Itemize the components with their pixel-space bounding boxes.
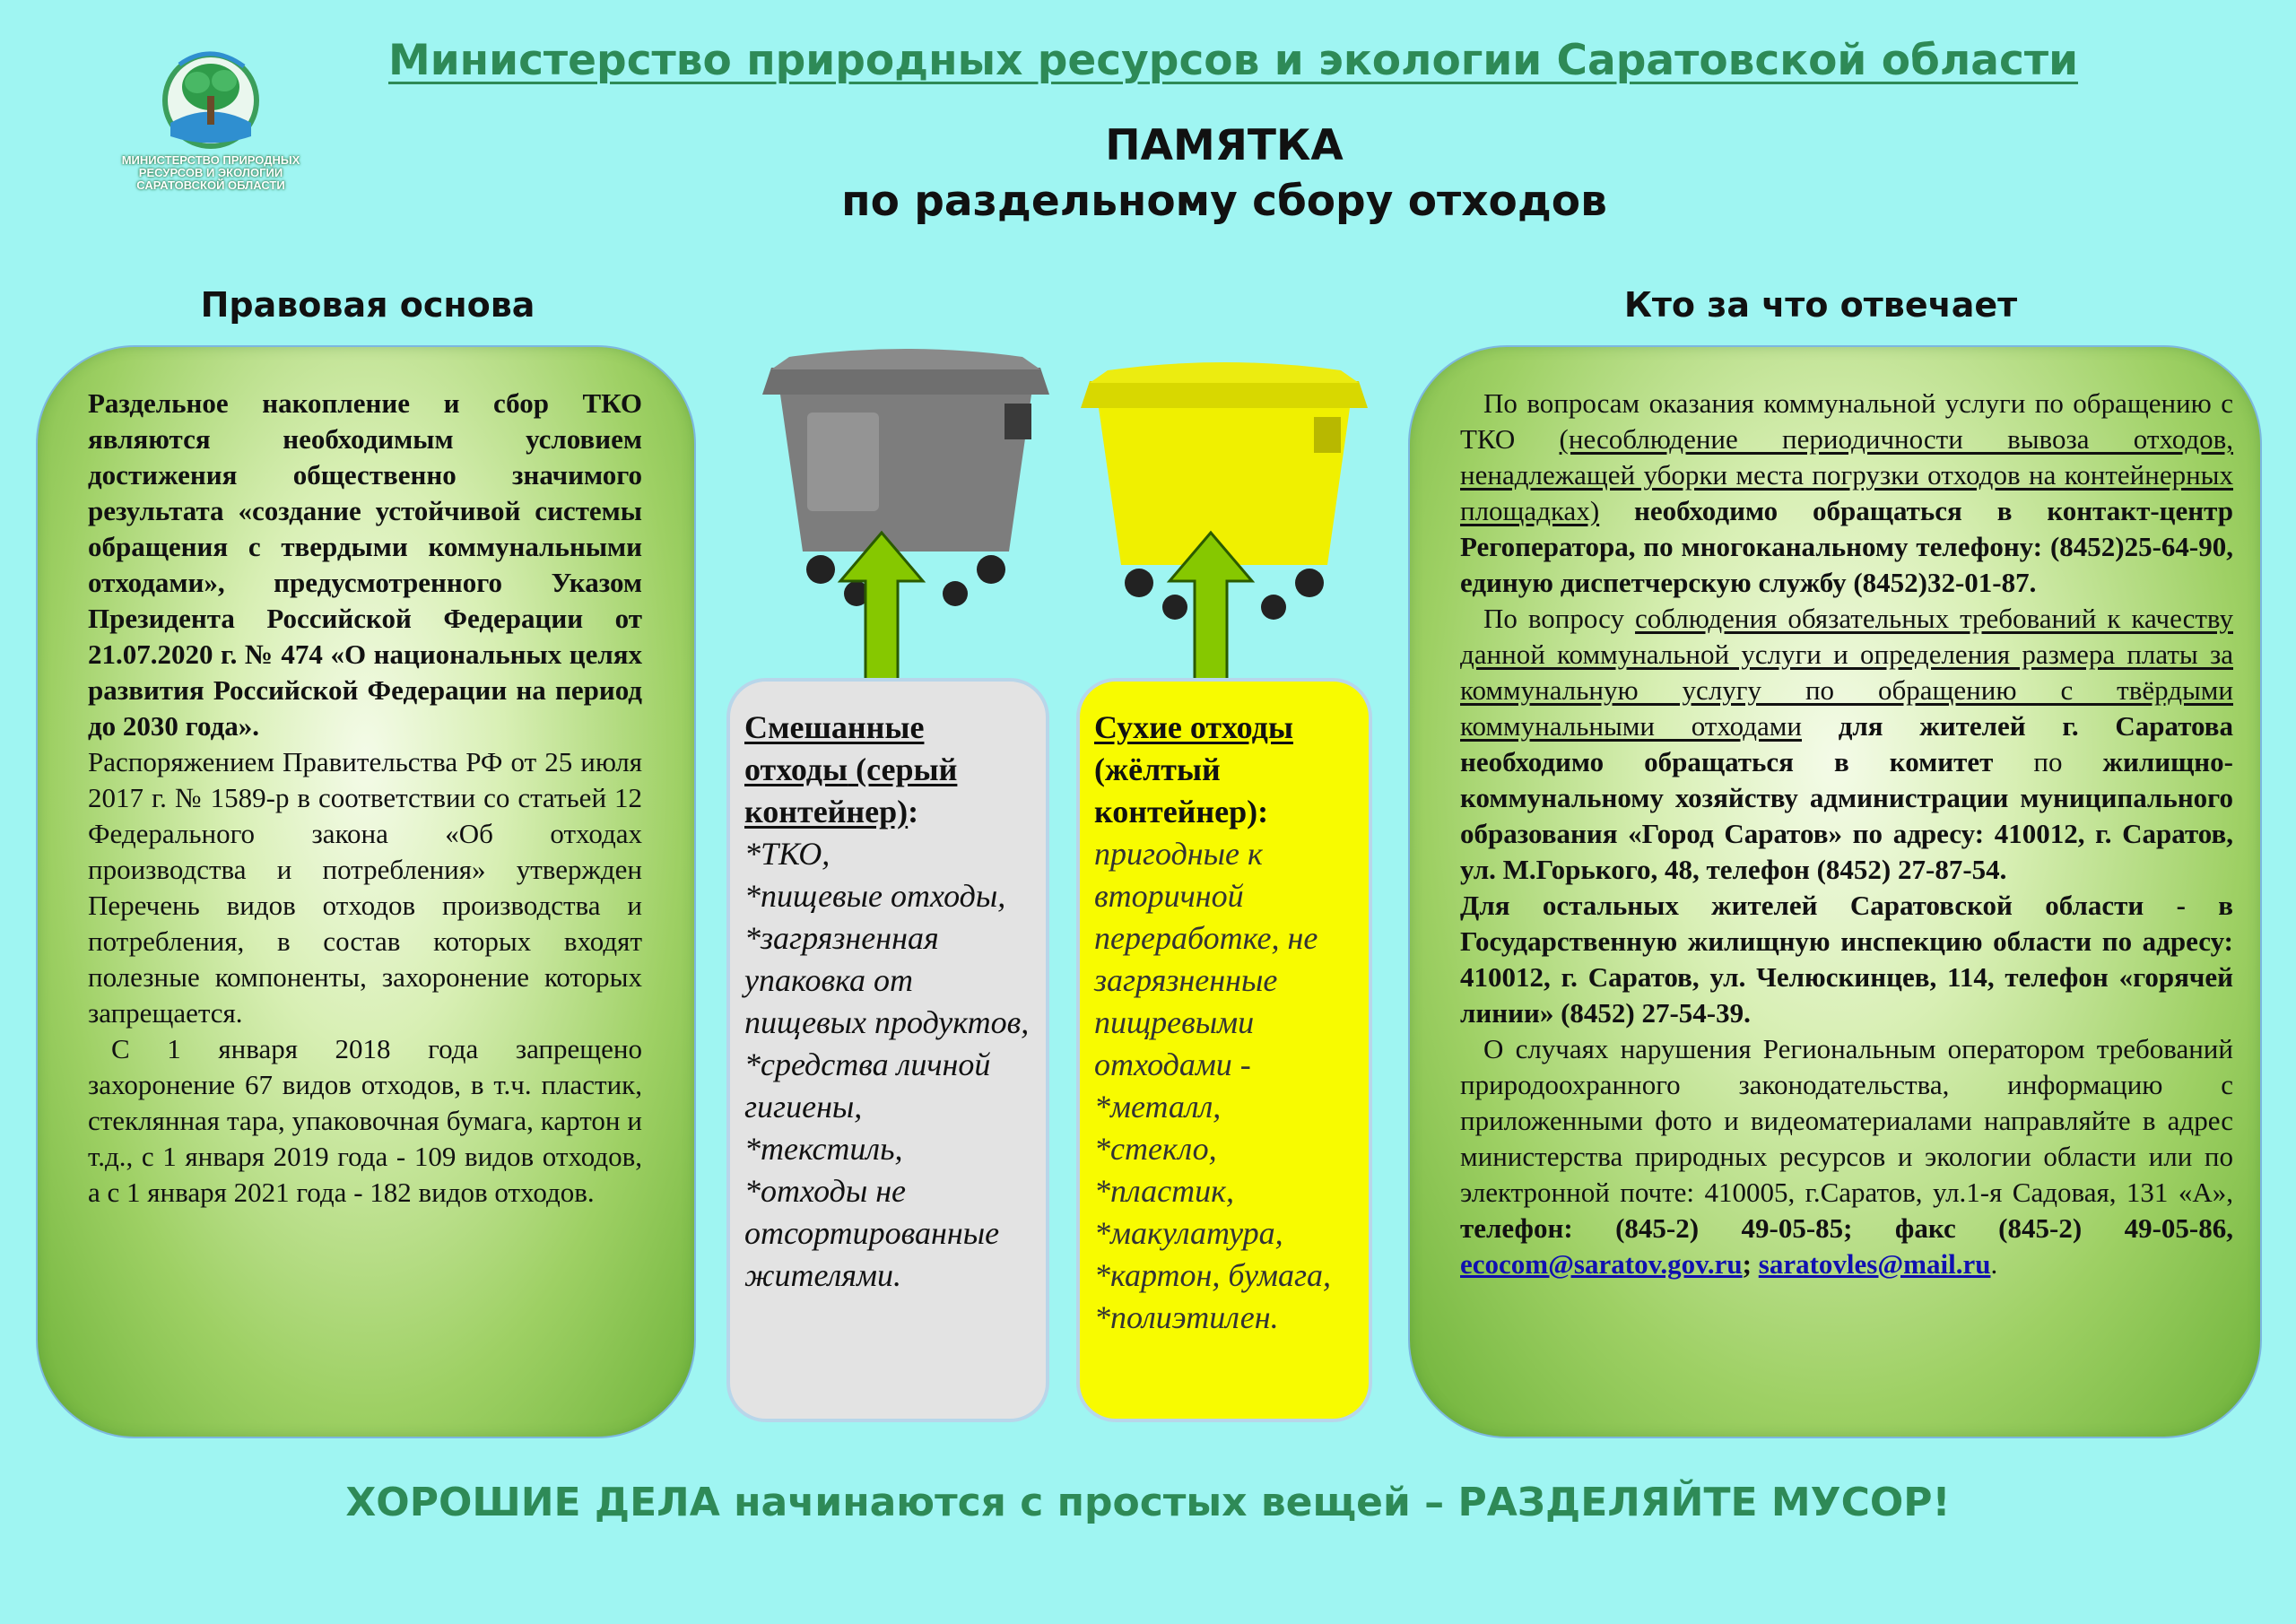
dry-waste-title-rest: (жёлтый контейнер) — [1094, 751, 1258, 829]
email-link-ecocom[interactable]: ecocom@saratov.gov.ru — [1460, 1248, 1743, 1280]
mixed-waste-item: *текстиль, — [744, 1131, 903, 1167]
dry-waste-box — [1076, 678, 1372, 1422]
mixed-waste-item: *пищевые отходы, — [744, 878, 1006, 914]
ministry-logo — [117, 47, 305, 204]
slogan: ХОРОШИЕ ДЕЛА начинаются с простых вещей – РАЗДЕЛЯЙТЕ МУСОР! — [345, 1480, 1951, 1525]
resp-p2-bold: для жителей г. Саратова необходимо обращаться в комитет — [1460, 710, 2233, 777]
mixed-waste-item: *отходы не отсортированные жителями. — [744, 1173, 1000, 1293]
legal-basis-heading: Правовая основа — [200, 285, 535, 325]
resp-p2-address: жилищно-коммунальному хозяйству администрации муниципального образования «Город Саратов» по адресу: 410012, г. Саратов, ул. М.Горького, 48, телефон (8452) 27-87-54. — [1460, 746, 2233, 885]
resp-paragraph-1 — [1460, 386, 2233, 601]
dry-waste-item: *металл, — [1094, 1089, 1222, 1125]
dry-waste-item: *макулатура, — [1094, 1215, 1283, 1251]
up-arrow-icon — [837, 529, 926, 690]
ministry-title: Министерство природных ресурсов и экологии Саратовской области — [387, 36, 2079, 85]
dry-waste-title — [1094, 707, 1354, 833]
mixed-waste-title-rest: (серый контейнер) — [744, 751, 958, 829]
resp-p1-underlined: (несоблюдение периодичности вывоза отходов, ненадлежащей уборки места погрузки отходов на контейнерных площадках) — [1460, 423, 2234, 526]
legal-paragraph-2: Распоряжением Правительства РФ от 25 июля 2017 г. № 1589-р в соответствии со статьей 12 Федерального закона «Об отходах производства и потребления» утвержден Перечень видов отходов производства и потребления, в состав которых входят полезные компоненты, захоронение которых запрещается. — [88, 746, 642, 1029]
dry-waste-item: *пластик, — [1094, 1173, 1234, 1209]
legal-paragraph-3: С 1 января 2018 года запрещено захоронение 67 видов отходов, в т.ч. пластик, стеклянная тара, упаковочная бумага, картон и т.д., с 1 января 2019 года - 109 видов отходов, а с 1 января 2021 года - 182 видов отходов. — [88, 1033, 642, 1208]
resp-paragraph-2 — [1460, 601, 2233, 888]
mixed-waste-item: *ТКО, — [744, 836, 831, 872]
dry-waste-item: *стекло, — [1094, 1131, 1217, 1167]
logo-caption — [117, 154, 305, 192]
dry-waste-intro: пригодные к вторичной переработке, не загрязненные пищревыми отходами - — [1094, 836, 1318, 1082]
dry-waste-item: *картон, бумага, — [1094, 1257, 1332, 1293]
resp-p2-lead: По вопросу — [1483, 603, 1636, 634]
responsibility-heading: Кто за что отвечает — [1623, 285, 2018, 325]
resp-p1-contact: необходимо обращаться в контакт-центр Регоператора, по многоканальному телефону: (8452)25-64-90, единую диспетчерскую службу (8452)32-01-87. — [1460, 495, 2233, 598]
memo-title-line-2: по раздельному сбору отходов — [841, 177, 1607, 226]
mixed-waste-title — [744, 707, 1031, 833]
memo-title-line-1: ПАМЯТКА — [1105, 121, 1344, 170]
legal-basis-text — [88, 386, 642, 1211]
memo-title — [448, 118, 2000, 230]
resp-semicolon: ; — [1742, 1248, 1752, 1280]
legal-paragraph-1: Раздельное накопление и сбор ТКО являются необходимым условием достижения общественно значимого результата «создание устойчивой системы обращения с твердыми коммунальными отходами», предусмотренного Указом Президента Российской Федерации от 21.07.2020 г. № 474 «О национальных целях развития Российской Федерации на период до 2030 года». — [88, 387, 642, 742]
logo-line: МИНИСТЕРСТВО ПРИРОДНЫХ — [121, 153, 300, 167]
email-link-saratovles[interactable]: saratovles@mail.ru — [1758, 1248, 1991, 1280]
dry-waste-item: *полиэтилен. — [1094, 1299, 1279, 1335]
resp-p2-underlined: соблюдения обязательных требований к качеству данной коммунальной услуги и определения размера платы за коммунальную услугу по обращению с твёрдыми коммунальными отходами — [1460, 603, 2233, 742]
mixed-waste-colon: : — [908, 794, 919, 829]
mixed-waste-item: *средства личной гигиены, — [744, 1046, 991, 1125]
resp-p4-phones: телефон: (845-2) 49-05-85; факс (845-2) 49-05-86, — [1460, 1212, 2233, 1244]
up-arrow-icon — [1166, 529, 1256, 690]
tree-emblem-icon — [144, 47, 278, 154]
mixed-waste-title-underlined: Смешанные отходы — [744, 709, 925, 787]
mixed-waste-box — [726, 678, 1049, 1422]
logo-line: РЕСУРСОВ И ЭКОЛОГИИ — [138, 166, 283, 179]
resp-paragraph-3: Для остальных жителей Саратовской области - в Государственную жилищную инспекцию области по адресу: 410012, г. Саратов, ул. Челюскинцев, 114, телефон «горячей линии» (8452) 27-54-39. — [1460, 890, 2233, 1029]
dry-waste-title-underlined: Сухие отходы — [1094, 709, 1293, 745]
resp-paragraph-4 — [1460, 1031, 2233, 1282]
resp-p4-text: О случаях нарушения Региональным оператором требований природоохранного законодательства, информацию с приложенными фото и видеоматериалами направляйте в адрес министерства природных ресурсов и экологии области или по электронной почте: 410005, г.Саратов, ул.1-я Садовая, 131 «А», — [1460, 1033, 2233, 1208]
resp-p2-mid: по — [1993, 746, 2103, 777]
responsibility-text — [1460, 386, 2233, 1282]
resp-p1-lead: По вопросам оказания коммунальной услуги по обращению с ТКО — [1460, 387, 2233, 455]
resp-period: . — [1990, 1248, 1998, 1280]
dry-waste-colon: : — [1257, 794, 1269, 829]
logo-line: САРАТОВСКОЙ ОБЛАСТИ — [136, 178, 285, 192]
mixed-waste-item: *загрязненная упаковка от пищевых продуктов, — [744, 920, 1030, 1040]
